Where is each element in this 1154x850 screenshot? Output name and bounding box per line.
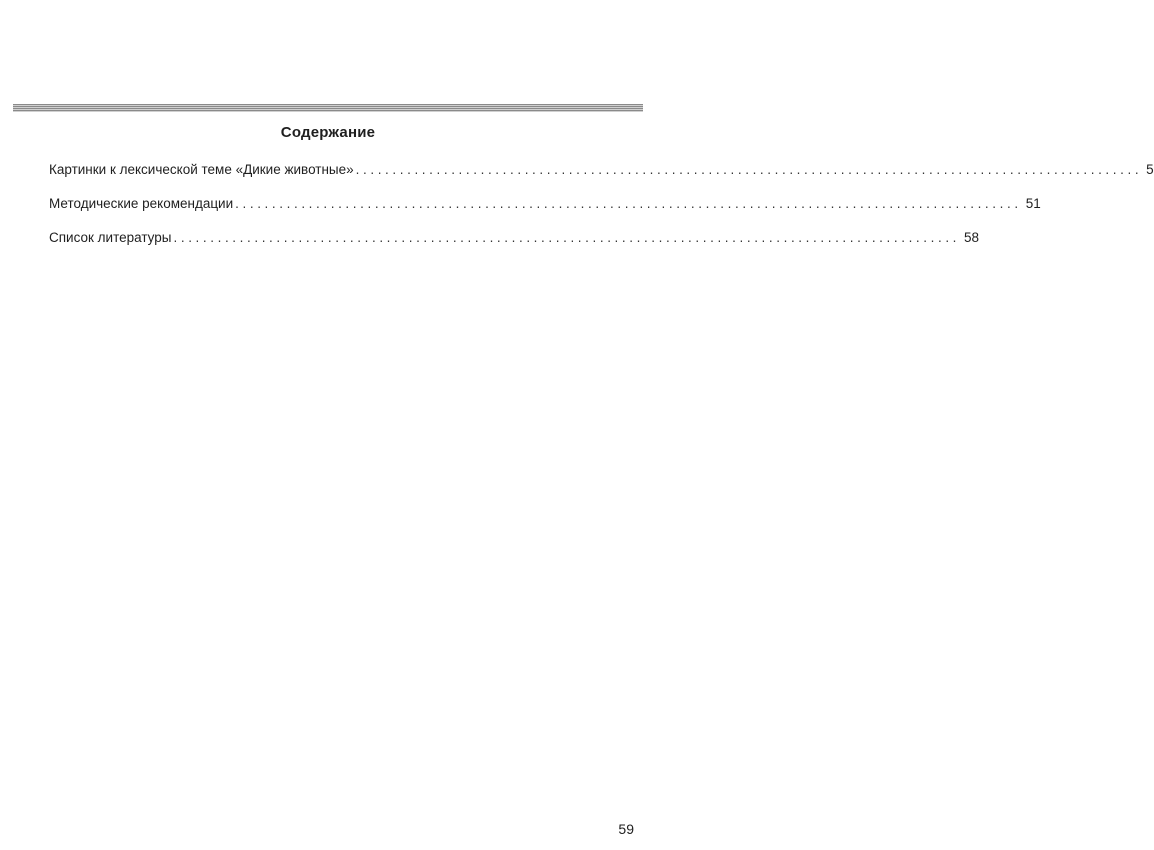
toc-entry-page: 58 [964,230,980,245]
page-number: 59 [618,821,634,837]
toc-entry-label: Список литературы [49,230,172,245]
toc-entry-page: 51 [1025,196,1041,211]
toc-entry-label: Картинки к лексической теме «Дикие животные» [49,162,354,177]
toc-entry-label: Методические рекомендации [49,196,234,211]
dot-leader: ........................................................................................................... [173,230,961,245]
header-rule [13,104,643,112]
table-of-contents [49,162,1154,264]
toc-entry [49,162,1154,196]
toc-entry [49,230,980,264]
page-title: Содержание [280,124,376,141]
dot-leader: ........................................................................................................... [235,196,1022,211]
toc-entry [49,196,1041,230]
toc-entry-page: 5 [1146,162,1154,177]
dot-leader: ........................................................................................................... [355,162,1143,177]
